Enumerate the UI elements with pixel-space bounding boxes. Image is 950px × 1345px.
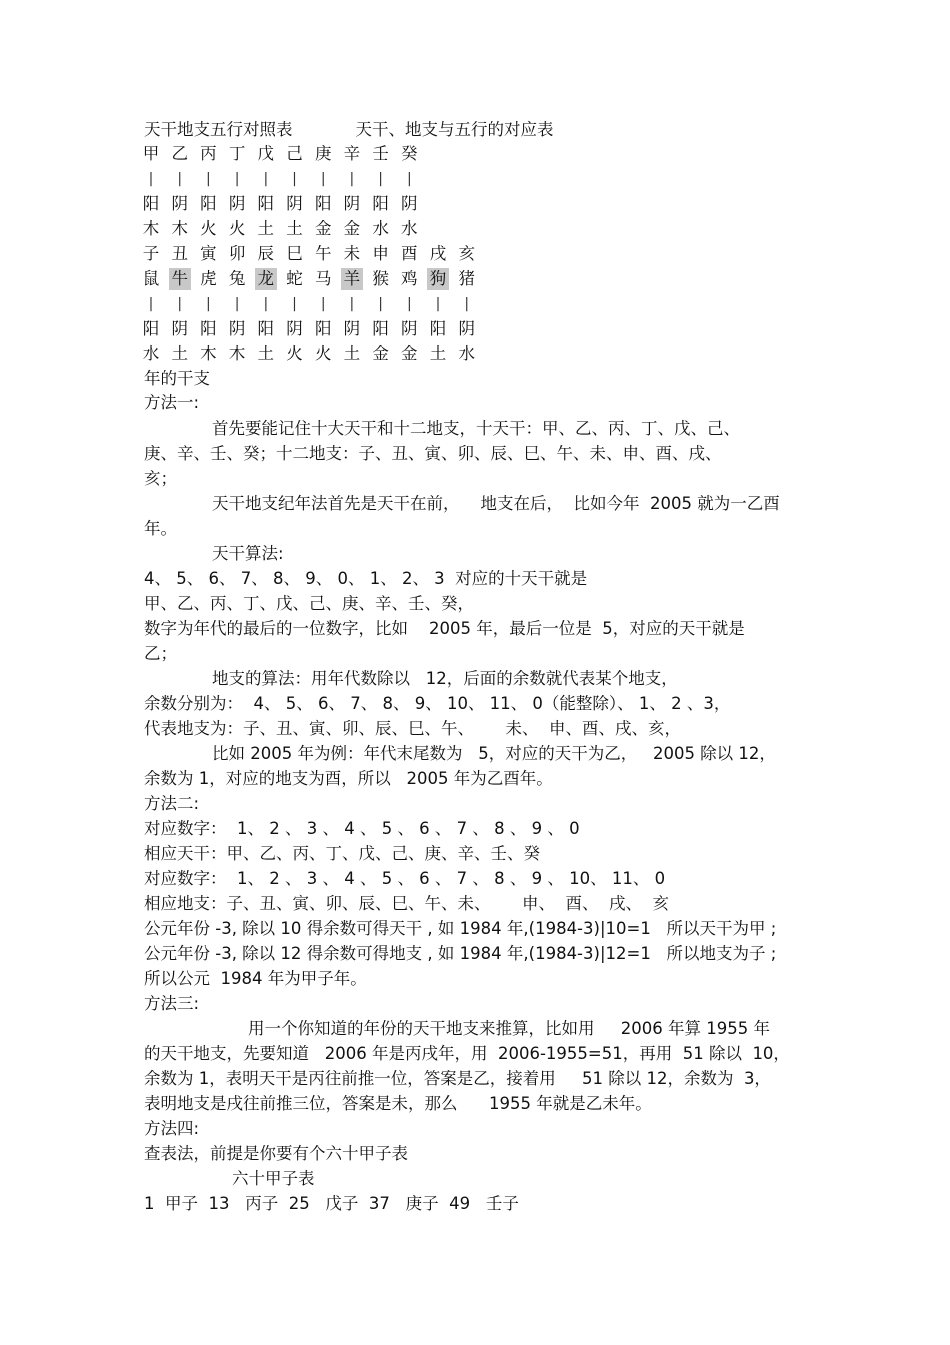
table-cell: 亥 bbox=[458, 244, 475, 263]
table-cell: 子 bbox=[142, 244, 160, 263]
table-cell: 未 bbox=[343, 244, 361, 263]
separator-bar: | bbox=[406, 296, 412, 312]
separator-bar: | bbox=[263, 296, 269, 312]
paragraph-line: 天干地支纪年法首先是天干在前， 地支在后， 比如今年 2005 就为一乙酉 bbox=[212, 494, 780, 513]
table-cell: 阳 bbox=[142, 194, 160, 213]
paragraph-line: 对应数字： 1、 2 、 3 、 4 、 5 、 6 、 7 、 8 、 9 、 0 bbox=[144, 819, 580, 838]
separator-bar: | bbox=[234, 296, 240, 312]
paragraph-line: 亥； bbox=[144, 469, 177, 488]
separator-bar: | bbox=[292, 296, 297, 312]
table-cell: 乙 bbox=[171, 144, 188, 163]
table-cell: 阳 bbox=[314, 319, 332, 338]
separator-bar: | bbox=[464, 296, 470, 312]
table-cell: 虎 bbox=[200, 269, 217, 288]
table-cell: 火 bbox=[286, 344, 303, 363]
separator-bar: | bbox=[378, 171, 383, 187]
table-cell: 阴 bbox=[343, 194, 361, 213]
separator-bar: | bbox=[177, 296, 183, 312]
table-cell: 卯 bbox=[228, 244, 246, 263]
table-cell: 阴 bbox=[171, 194, 188, 213]
table-cell: 猪 bbox=[458, 269, 475, 288]
separator-bar: | bbox=[148, 296, 154, 312]
table-cell: 土 bbox=[343, 344, 361, 363]
separator-bar: | bbox=[349, 296, 355, 312]
table-cell: 丑 bbox=[171, 244, 188, 263]
table-cell: 阴 bbox=[401, 194, 418, 213]
table-cell: 火 bbox=[200, 219, 217, 238]
table-cell: 土 bbox=[429, 344, 447, 363]
table-cell: 马 bbox=[314, 269, 332, 288]
paragraph-line: 余数为 1，表明天干是丙往前推一位，答案是乙，接着用 51 除以 12，余数为 3， bbox=[144, 1069, 771, 1088]
separator-bar: | bbox=[148, 171, 154, 187]
separator-bar: | bbox=[206, 171, 211, 187]
table-cell: 水 bbox=[458, 344, 475, 363]
table-cell: 午 bbox=[314, 244, 332, 263]
table-cell: 羊 bbox=[341, 268, 363, 290]
table-cell: 申 bbox=[372, 244, 389, 263]
table-cell: 蛇 bbox=[286, 269, 303, 288]
table-cell: 火 bbox=[228, 219, 246, 238]
separator-bar: | bbox=[349, 171, 355, 187]
table-cell: 金 bbox=[314, 219, 332, 238]
table-cell: 牛 bbox=[169, 268, 191, 290]
table-cell: 木 bbox=[142, 219, 160, 238]
paragraph-line: 4、 5、 6、 7、 8、 9、 0、 1、 2、 3 对应的十天干就是 bbox=[144, 569, 588, 588]
table-cell: 辰 bbox=[257, 244, 275, 263]
title-line: 天干地支五行对照表 天干、地支与五行的对应表 bbox=[144, 120, 554, 139]
table-cell: 阳 bbox=[200, 319, 217, 338]
paragraph-line: 代表地支为：子、丑、寅、卯、辰、巳、午、 未、 申、酉、戌、亥， bbox=[144, 719, 681, 738]
section-heading: 年的干支 bbox=[144, 369, 210, 388]
table-cell: 鼠 bbox=[142, 269, 160, 288]
table-cell: 阳 bbox=[200, 194, 217, 213]
table-cell: 庚 bbox=[314, 144, 332, 163]
paragraph-line: 甲、乙、丙、丁、戊、己、庚、辛、壬、癸， bbox=[144, 594, 474, 613]
table-cell: 阳 bbox=[257, 194, 275, 213]
table-cell: 酉 bbox=[401, 244, 418, 263]
paragraph-line: 余数为 1，对应的地支为酉，所以 2005 年为乙酉年。 bbox=[144, 769, 553, 788]
table-cell: 水 bbox=[142, 344, 160, 363]
table-cell: 金 bbox=[372, 344, 389, 363]
table-cell: 金 bbox=[343, 219, 361, 238]
paragraph-line: 乙； bbox=[144, 644, 177, 663]
table-cell: 火 bbox=[314, 344, 332, 363]
paragraph-line: 比如 2005 年为例：年代末尾数为 5，对应的天干为乙， 2005 除以 12， bbox=[212, 744, 776, 763]
table-cell: 阴 bbox=[286, 319, 303, 338]
table-cell: 木 bbox=[228, 344, 246, 363]
table-cell: 狗 bbox=[427, 268, 449, 290]
paragraph-line: 年。 bbox=[144, 519, 177, 538]
paragraph-line: 庚、辛、壬、癸；十二地支：子、丑、寅、卯、辰、巳、午、未、申、酉、戌、 bbox=[144, 444, 722, 463]
paragraph-line: 用一个你知道的年份的天干地支来推算，比如用 2006 年算 1955 年 bbox=[248, 1019, 770, 1038]
table-cell: 土 bbox=[171, 344, 188, 363]
separator-bar: | bbox=[263, 171, 269, 187]
paragraph-line: 查表法，前提是你要有个六十甲子表 bbox=[144, 1144, 408, 1163]
table-cell: 阴 bbox=[458, 319, 475, 338]
table-cell: 戌 bbox=[429, 244, 447, 263]
table-cell: 木 bbox=[200, 344, 217, 363]
separator-bar: | bbox=[320, 171, 326, 187]
paragraph-line: 的天干地支，先要知道 2006 年是丙戌年，用 2006-1955=51，再用 51 除以 10， bbox=[144, 1044, 790, 1063]
table-cell: 龙 bbox=[255, 268, 277, 290]
paragraph-line: 首先要能记住十大天干和十二地支，十天干：甲、乙、丙、丁、戊、己、 bbox=[212, 419, 740, 438]
table-cell: 戊 bbox=[257, 144, 275, 163]
table-cell: 辛 bbox=[343, 144, 361, 163]
table-cell: 阴 bbox=[343, 319, 361, 338]
table-cell: 寅 bbox=[200, 244, 217, 263]
method-heading: 方法四: bbox=[144, 1119, 200, 1138]
paragraph-line: 相应天干：甲、乙、丙、丁、戊、己、庚、辛、壬、癸 bbox=[144, 844, 540, 863]
separator-bar: | bbox=[378, 296, 383, 312]
table-cell: 癸 bbox=[401, 144, 418, 163]
table-cell: 巳 bbox=[286, 244, 303, 263]
table-cell: 金 bbox=[401, 344, 418, 363]
separator-bar: | bbox=[177, 171, 183, 187]
paragraph-line: 公元年份 -3, 除以 12 得余数可得地支 , 如 1984 年,(1984-3)|12=1 所以地支为子 ; bbox=[144, 944, 777, 963]
table-cell: 阳 bbox=[372, 319, 389, 338]
table-cell: 鸡 bbox=[401, 269, 418, 288]
table-cell: 己 bbox=[286, 144, 303, 163]
method-heading: 方法一: bbox=[144, 393, 200, 412]
table-caption: 六十甲子表 bbox=[232, 1169, 315, 1188]
table-cell: 阳 bbox=[372, 194, 389, 213]
table-cell: 阴 bbox=[401, 319, 418, 338]
table-cell: 阳 bbox=[257, 319, 275, 338]
table-cell: 壬 bbox=[372, 144, 389, 163]
table-cell: 水 bbox=[401, 219, 418, 238]
table-cell: 木 bbox=[171, 219, 188, 238]
method-heading: 方法二: bbox=[144, 794, 200, 813]
table-cell: 丙 bbox=[200, 144, 217, 163]
table-cell: 阳 bbox=[314, 194, 332, 213]
separator-bar: | bbox=[234, 171, 240, 187]
table-cell: 阳 bbox=[142, 319, 160, 338]
paragraph-line: 对应数字： 1、 2 、 3 、 4 、 5 、 6 、 7 、 8 、 9 、 10、 11、 0 bbox=[144, 869, 666, 888]
paragraph-line: 表明地支是戌往前推三位，答案是未，那么 1955 年就是乙未年。 bbox=[144, 1094, 652, 1113]
paragraph-line: 相应地支：子、丑、寅、卯、辰、巳、午、未、 申、 酉、 戌、 亥 bbox=[144, 894, 669, 913]
table-cell: 水 bbox=[372, 219, 389, 238]
paragraph-line: 所以公元 1984 年为甲子年。 bbox=[144, 969, 367, 988]
separator-bar: | bbox=[206, 296, 211, 312]
subheading: 天干算法: bbox=[212, 544, 284, 563]
table-cell: 猴 bbox=[372, 269, 389, 288]
table-cell: 阳 bbox=[429, 319, 447, 338]
table-cell: 阴 bbox=[286, 194, 303, 213]
separator-bar: | bbox=[292, 171, 297, 187]
method-heading: 方法三: bbox=[144, 994, 200, 1013]
table-cell: 土 bbox=[286, 219, 303, 238]
table-cell: 兔 bbox=[228, 269, 246, 288]
paragraph-line: 余数分别为： 4、 5、 6、 7、 8、 9、 10、 11、 0（能整除）、 1、 2 、3， bbox=[144, 694, 731, 713]
table-cell: 阴 bbox=[228, 319, 246, 338]
table-cell: 丁 bbox=[228, 144, 246, 163]
paragraph-line: 1 甲子 13 丙子 25 戊子 37 庚子 49 壬子 bbox=[144, 1194, 519, 1213]
table-cell: 土 bbox=[257, 344, 275, 363]
table-cell: 阴 bbox=[171, 319, 188, 338]
separator-bar: | bbox=[435, 296, 441, 312]
paragraph-line: 地支的算法：用年代数除以 12，后面的余数就代表某个地支， bbox=[212, 669, 678, 688]
paragraph-line: 公元年份 -3, 除以 10 得余数可得天干 , 如 1984 年,(1984-3)|10=1 所以天干为甲 ; bbox=[144, 919, 777, 938]
table-cell: 甲 bbox=[142, 144, 160, 163]
table-cell: 土 bbox=[257, 219, 275, 238]
table-cell: 阴 bbox=[228, 194, 246, 213]
separator-bar: | bbox=[406, 171, 412, 187]
paragraph-line: 数字为年代的最后的一位数字，比如 2005 年，最后一位是 5，对应的天干就是 bbox=[144, 619, 745, 638]
separator-bar: | bbox=[320, 296, 326, 312]
